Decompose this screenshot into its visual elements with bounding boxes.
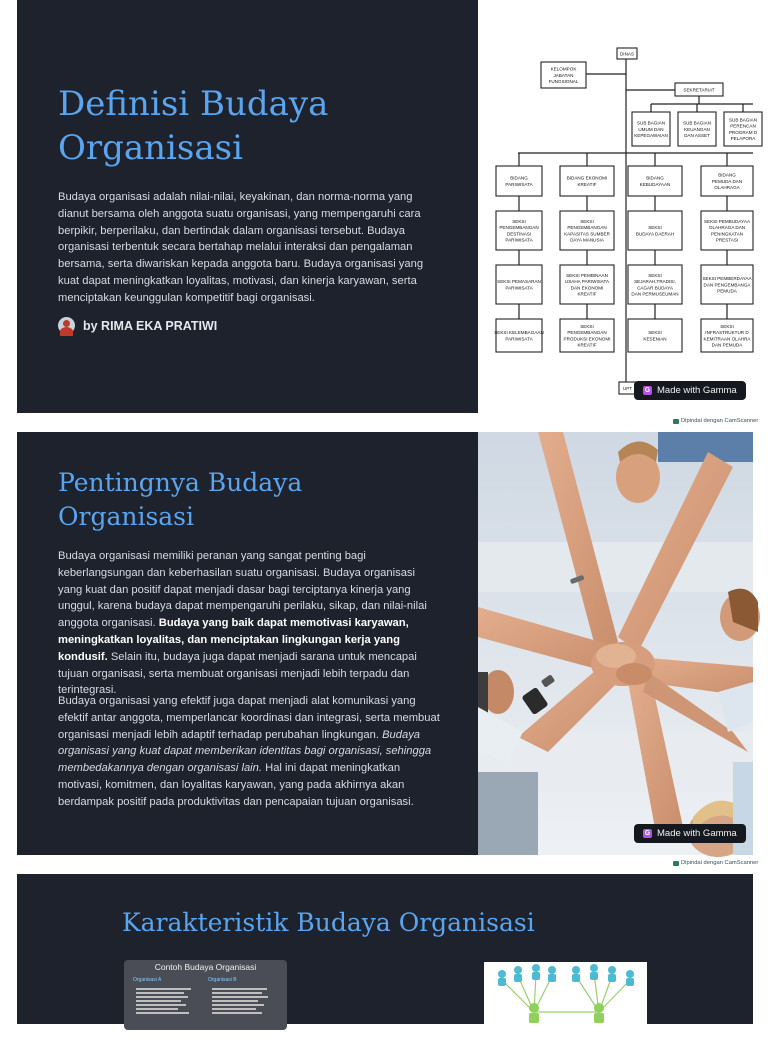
- svg-text:SEKSI: SEKSI: [648, 273, 662, 278]
- svg-text:UPT: UPT: [622, 385, 633, 391]
- title-line-2: Organisasi: [58, 502, 195, 531]
- org-box-seksi: [494, 319, 544, 352]
- org-box-bidang: [701, 166, 753, 196]
- svg-text:BIDANG EKONOMI: BIDANG EKONOMI: [566, 175, 608, 181]
- network-people-image: [484, 962, 647, 1032]
- svg-text:DINAS: DINAS: [619, 51, 635, 57]
- svg-text:PRODUKSI EKONOMI: PRODUKSI EKONOMI: [563, 336, 611, 342]
- made-with-gamma-badge[interactable]: [634, 381, 746, 400]
- svg-text:KELOMPOK: KELOMPOK: [550, 66, 577, 72]
- para2-italic: Budaya organisasi yang kuat dapat memberikan identitas bagi organisasi, sehingga membedakannya dengan organisasi lain.: [58, 728, 432, 775]
- svg-text:KEPEGAWAIAN: KEPEGAWAIAN: [634, 133, 668, 138]
- para1-end: Selain itu, budaya juga dapat menjadi sarana untuk mencapai tujuan organisasi, serta membuat organisasi menjadi lebih terpadu dan terintegrasi.: [58, 650, 417, 697]
- svg-text:PENGEMBANGAN: PENGEMBANGAN: [499, 225, 539, 231]
- org-box-dinas: [617, 48, 637, 59]
- svg-text:PENGEMBANGAN: PENGEMBANGAN: [567, 330, 607, 336]
- importance-paragraph-2: [58, 693, 441, 811]
- svg-text:DAN EKONOMI: DAN EKONOMI: [570, 285, 604, 291]
- teamwork-hands-photo: [478, 432, 753, 855]
- org-box-seksi: [496, 265, 542, 304]
- camscanner-icon: [673, 419, 679, 424]
- svg-text:USAHA PARIWISATA: USAHA PARIWISATA: [564, 279, 610, 285]
- svg-text:KEUANGAN: KEUANGAN: [684, 126, 710, 132]
- svg-text:SEKSI: SEKSI: [580, 324, 594, 329]
- svg-text:SUB BAGIAN: SUB BAGIAN: [682, 120, 712, 126]
- camscanner-note: [673, 418, 758, 424]
- svg-text:SEKSI: SEKSI: [720, 324, 734, 329]
- svg-text:PENGEMBANGAN: PENGEMBANGAN: [567, 225, 607, 231]
- org-box-subbagian: [724, 112, 762, 146]
- svg-text:KREATIF: KREATIF: [577, 342, 597, 348]
- svg-text:SEKSI KELEMBAGAAN: SEKSI KELEMBAGAAN: [494, 330, 544, 336]
- svg-text:PEMUDA DAN: PEMUDA DAN: [711, 178, 743, 184]
- svg-text:KEMITRAAN OLAHRA: KEMITRAAN OLAHRA: [703, 336, 751, 342]
- svg-text:PARIWISATA: PARIWISATA: [505, 237, 533, 243]
- org-box-bidang: [628, 166, 682, 196]
- svg-text:CAGAR BUDAYA: CAGAR BUDAYA: [637, 285, 673, 291]
- svg-text:PELAPORA: PELAPORA: [730, 136, 756, 142]
- camscanner-icon: [673, 861, 679, 866]
- column-a-heading: Organisasi A: [133, 977, 162, 983]
- title-line-1: Pentingnya Budaya: [58, 468, 303, 497]
- made-with-gamma-badge[interactable]: [634, 824, 746, 843]
- svg-text:BIDANG: BIDANG: [646, 175, 664, 181]
- column-a-bullets: [136, 986, 191, 1016]
- svg-text:SEKSI: SEKSI: [580, 219, 594, 224]
- svg-text:DAYA MANUSIA: DAYA MANUSIA: [570, 237, 604, 243]
- svg-text:SEKSI PEMASARAN: SEKSI PEMASARAN: [497, 279, 541, 285]
- slide-karakteristik: [17, 874, 753, 1024]
- svg-text:PROGRAM D: PROGRAM D: [728, 129, 758, 135]
- org-box-subbagian: [632, 112, 670, 146]
- definition-paragraph: Budaya organisasi adalah nilai-nilai, keyakinan, dan norma-norma yang dianut bersama oleh anggota suatu organisasi, yang mempengaruhi cara berpikir, berperilaku, dan bertindak dalam organisasi tersebut. Budaya organisasi terbentuk secara bertahap melalui interaksi dan pengalaman bersama, serta diwariskan kepada anggota baru. Budaya organisasi yang kuat dapat meningkatkan loyalitas, motivasi, dan kinerja karyawan, serta menciptakan keunggulan kompetitif bagi organisasi.: [58, 191, 424, 304]
- slide-title: Karakteristik Budaya Organisasi: [122, 908, 535, 937]
- org-box-sekretariat: [675, 83, 723, 96]
- camscanner-text: Dipindai dengan CamScanner: [681, 418, 759, 424]
- card-title: Contoh Budaya Organisasi: [154, 962, 257, 972]
- org-box-subbagian: [678, 112, 716, 146]
- org-box-seksi: [496, 211, 542, 250]
- svg-text:DAN PERMUSEUMAN: DAN PERMUSEUMAN: [631, 291, 679, 297]
- org-box-bidang: [560, 166, 614, 196]
- svg-text:PARIWISATA: PARIWISATA: [505, 336, 533, 342]
- svg-text:DAN PEMUDA: DAN PEMUDA: [711, 342, 743, 348]
- slide-pentingnya: [17, 432, 753, 855]
- org-box-bidang: [496, 166, 542, 196]
- svg-text:SEJARAH,TRADISI,: SEJARAH,TRADISI,: [634, 279, 676, 285]
- org-box-seksi: [628, 211, 682, 250]
- org-box-seksi: [560, 211, 614, 250]
- svg-text:JABATAN: JABATAN: [553, 72, 574, 78]
- svg-text:OLAHRAGA DAN: OLAHRAGA DAN: [708, 225, 746, 231]
- svg-text:DAN ASSET: DAN ASSET: [684, 133, 710, 138]
- svg-text:INFRASTRUKTUR D: INFRASTRUKTUR D: [705, 330, 749, 336]
- para1-text: Budaya organisasi memiliki peranan yang sangat penting bagi keberlangsungan dan keberhasilan suatu organisasi. Budaya organisasi yang kuat dan positif dapat menjadi dasar bagi terciptanya kinerja yang unggul, karena budaya dapat mempengaruhi perilaku, sikap, dan nilai-nilai anggota organisasi.: [58, 550, 427, 630]
- title-line-1: Definisi Budaya: [58, 84, 329, 124]
- org-box-seksi: [701, 319, 753, 352]
- svg-text:SUB BAGIAN: SUB BAGIAN: [728, 117, 758, 123]
- svg-text:BIDANG: BIDANG: [510, 175, 528, 181]
- org-box-seksi: [701, 211, 753, 250]
- svg-text:SEKSI PEMBINAAN: SEKSI PEMBINAAN: [566, 273, 608, 278]
- svg-text:KESENIAN: KESENIAN: [643, 336, 667, 342]
- gamma-icon: G: [644, 387, 651, 394]
- svg-text:UMUM DAN: UMUM DAN: [638, 126, 664, 132]
- para2-text: Budaya organisasi yang efektif juga dapat menjadi alat komunikasi yang efektif antar anggota, memperlancar koordinasi dan integrasi, serta membuat organisasi menjadi lebih adaptif terhadap perubahan lingkungan.: [58, 695, 440, 741]
- title-line-2: Organisasi: [58, 128, 243, 168]
- svg-text:SEKRETARIAT: SEKRETARIAT: [683, 87, 715, 93]
- svg-text:PARIWISATA: PARIWISATA: [505, 181, 533, 187]
- example-culture-card: [124, 960, 287, 1030]
- para2-end: Hal ini dapat meningkatkan motivasi, komitmen, dan loyalitas karyawan, yang pada akhirnya akan berdampak positif pada produktivitas dan pencapaian tujuan organisasi.: [58, 762, 414, 808]
- svg-text:PEMUDA: PEMUDA: [717, 288, 737, 294]
- org-box-seksi: [701, 265, 753, 304]
- camscanner-note: [673, 860, 758, 866]
- svg-text:SUB BAGIAN: SUB BAGIAN: [636, 120, 666, 126]
- org-chart: [478, 0, 758, 413]
- svg-text:KREATIF: KREATIF: [577, 291, 597, 297]
- svg-text:PERENCAN: PERENCAN: [730, 123, 756, 129]
- org-box-seksi: [628, 265, 682, 304]
- svg-text:SEKSI: SEKSI: [512, 219, 526, 224]
- svg-text:DAN PENGEMBANGA: DAN PENGEMBANGA: [703, 282, 751, 288]
- svg-text:SEKSI: SEKSI: [648, 225, 662, 231]
- camscanner-text: Dipindai dengan CamScanner: [681, 860, 759, 866]
- importance-paragraph-1: [58, 548, 441, 699]
- slide-title: [58, 82, 328, 170]
- org-chart-image: [478, 0, 758, 413]
- column-b-bullets: [212, 986, 268, 1016]
- org-box-fungsional: [541, 62, 586, 88]
- svg-text:KEBUDAYAAN: KEBUDAYAAN: [639, 181, 671, 187]
- svg-text:PARIWISATA: PARIWISATA: [505, 285, 533, 291]
- column-b-heading: Organisasi B: [208, 977, 237, 983]
- author-name: by RIMA EKA PRATIWI: [83, 318, 218, 333]
- para1-bold: Budaya yang baik dapat memotivasi karyawan, meningkatkan loyalitas, dan menciptakan lingkungan kerja yang kondusif.: [58, 617, 409, 663]
- slide-definisi: [17, 0, 758, 413]
- gamma-icon: G: [644, 830, 651, 837]
- svg-text:SEKSI PEMBUDAYAA: SEKSI PEMBUDAYAA: [703, 219, 751, 224]
- svg-text:KAPASITAS SUMBER: KAPASITAS SUMBER: [564, 231, 610, 237]
- org-box-seksi: [560, 319, 614, 352]
- svg-text:SEKSI: SEKSI: [648, 330, 662, 336]
- svg-text:SEKSI PEMBERDAYAA: SEKSI PEMBERDAYAA: [702, 276, 752, 282]
- svg-text:OLAHRAGA: OLAHRAGA: [714, 185, 740, 190]
- badge-label: Made with Gamma: [657, 385, 737, 396]
- badge-label: Made with Gamma: [657, 828, 737, 839]
- svg-text:DESTINASI: DESTINASI: [506, 231, 532, 237]
- svg-text:FUNGSIONAL: FUNGSIONAL: [548, 79, 579, 84]
- svg-text:BUDAYA DAERAH: BUDAYA DAERAH: [635, 231, 675, 237]
- avatar: [58, 317, 75, 334]
- org-box-seksi: [628, 319, 682, 352]
- author-byline: [58, 317, 217, 334]
- org-box-seksi: [560, 265, 614, 304]
- slide-title: [58, 466, 302, 534]
- svg-text:KREATIF: KREATIF: [577, 181, 597, 187]
- svg-text:BIDANG: BIDANG: [718, 172, 736, 178]
- svg-text:PRESTASI: PRESTASI: [715, 237, 739, 243]
- svg-text:PENINGKATAN: PENINGKATAN: [710, 231, 744, 237]
